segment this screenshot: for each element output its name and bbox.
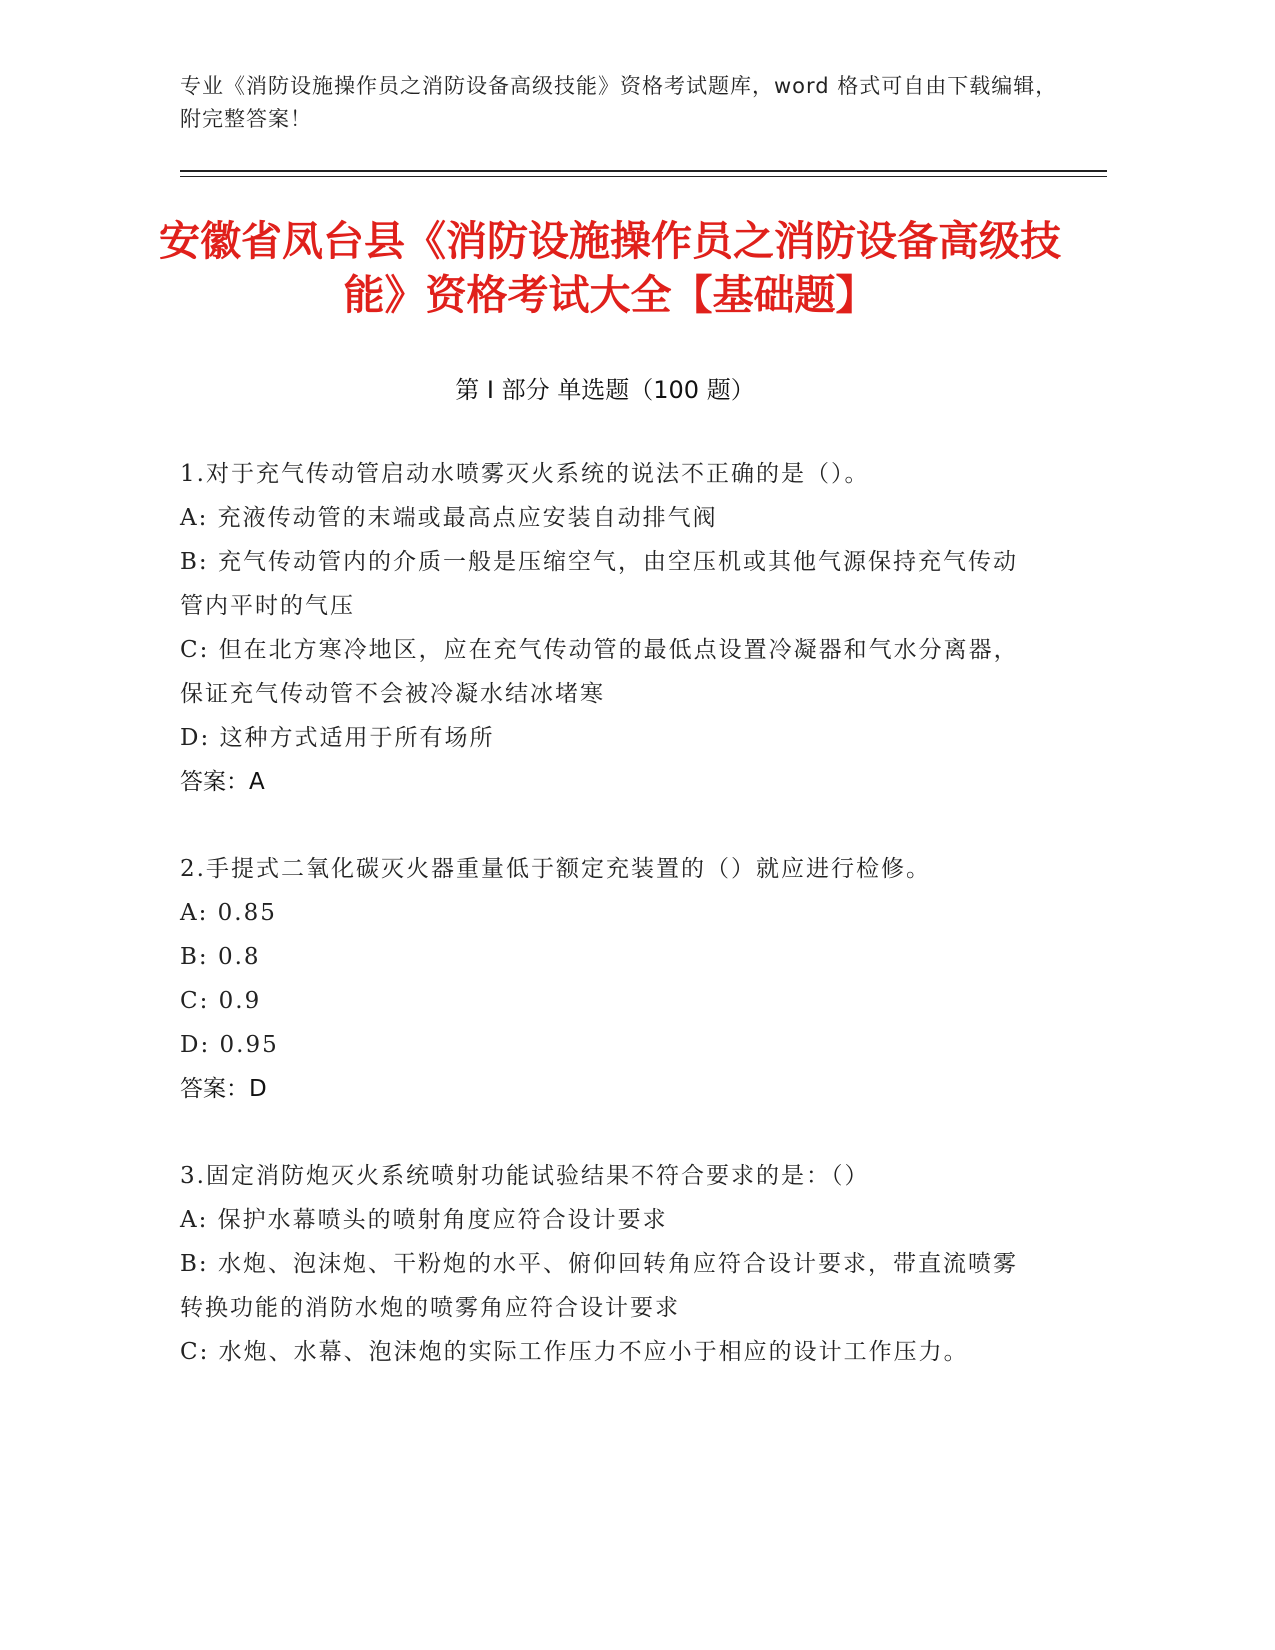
- option-a: A: 充液传动管的末端或最高点应安装自动排气阀: [180, 505, 718, 531]
- option-d: D: 这种方式适用于所有场所: [180, 725, 495, 751]
- question-stem: 1.对于充气传动管启动水喷雾灭火系统的说法不正确的是（）。: [180, 461, 870, 487]
- option-d: D: 0.95: [180, 1032, 279, 1058]
- option-a: A: 0.85: [180, 900, 277, 926]
- option-c: C: 水炮、水幕、泡沫炮的实际工作压力不应小于相应的设计工作压力。: [180, 1339, 969, 1365]
- header-divider-thick: [180, 170, 1107, 172]
- option-a: A: 保护水幕喷头的喷射角度应符合设计要求: [180, 1207, 668, 1233]
- option-b: B: 0.8: [180, 944, 261, 970]
- answer-line: 答案：A: [180, 769, 265, 795]
- question-stem: 2.手提式二氧化碳灭火器重量低于额定充装置的（）就应进行检修。: [180, 856, 931, 882]
- header-note: 专业《消防设施操作员之消防设备高级技能》资格考试题库，word 格式可自由下载编辑，附完整答案！: [180, 74, 1058, 131]
- option-c: C: 0.9: [180, 988, 262, 1014]
- option-b: B: 充气传动管内的介质一般是压缩空气，由空压机或其他气源保持充气传动管内平时的气压: [180, 549, 1018, 619]
- document-title: 安徽省凤台县《消防设施操作员之消防设备高级技能》资格考试大全【基础题】: [159, 217, 1061, 319]
- question-stem: 3.固定消防炮灭火系统喷射功能试验结果不符合要求的是：（）: [180, 1163, 870, 1189]
- question-3: [180, 1154, 1030, 1374]
- section-heading: 第 I 部分 单选题（100 题）: [455, 376, 755, 404]
- option-b: B: 水炮、泡沫炮、干粉炮的水平、俯仰回转角应符合设计要求，带直流喷雾转换功能的消防水炮的喷雾角应符合设计要求: [180, 1251, 1018, 1321]
- question-list: [180, 452, 1030, 1417]
- header-divider-thin: [180, 176, 1107, 177]
- option-c: C: 但在北方寒冷地区，应在充气传动管的最低点设置冷凝器和气水分离器，保证充气传动管不会被冷凝水结冰堵寒: [180, 637, 1019, 707]
- question-1: [180, 452, 1030, 804]
- question-2: [180, 847, 1030, 1111]
- answer-line: 答案：D: [180, 1076, 267, 1102]
